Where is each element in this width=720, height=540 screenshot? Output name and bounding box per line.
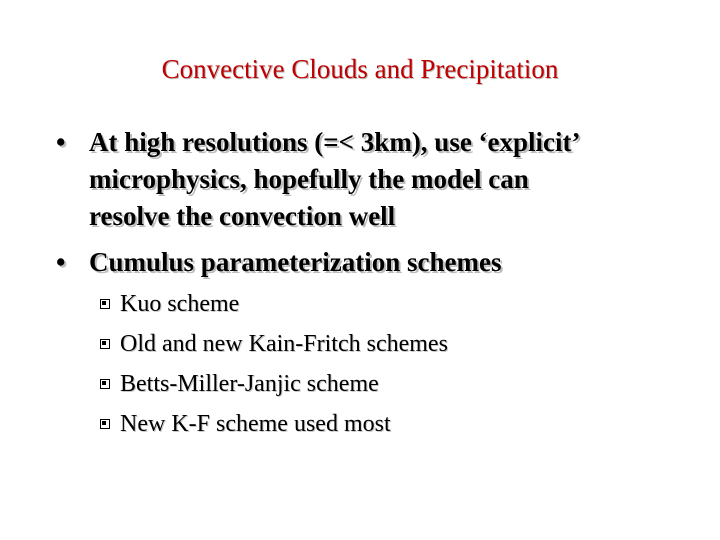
sub-bullet-item (100, 329, 700, 359)
square-bullet-icon (100, 299, 109, 308)
bullet-dot-icon: • (56, 127, 66, 157)
sub-bullet-text: Kuo scheme (120, 291, 240, 317)
square-bullet-icon (100, 379, 109, 388)
bullet-line: resolve the convection well (89, 201, 396, 231)
bullet-line: microphysics, hopefully the model can (89, 164, 529, 194)
square-bullet-icon (100, 419, 109, 428)
sub-bullet-text: Old and new Kain-Fritch schemes (120, 331, 448, 357)
bullet-item (56, 244, 676, 281)
square-bullet-icon (100, 339, 109, 348)
bullet-text: Cumulus parameterization schemes (89, 247, 502, 277)
bullet-dot-icon: • (56, 247, 66, 277)
sub-bullet-item (100, 289, 700, 319)
sub-bullet-item (100, 409, 700, 439)
sub-bullet-text: New K-F scheme used most (120, 411, 391, 437)
slide-title: Convective Clouds and Precipitation (161, 54, 559, 84)
bullet-text (89, 124, 676, 235)
bullet-line: At high resolutions (=< 3km), use ‘explicit’ (89, 127, 581, 157)
sub-bullet-text: Betts-Miller-Janjic scheme (120, 371, 379, 397)
bullet-item (56, 124, 676, 235)
sub-bullet-item (100, 369, 700, 399)
